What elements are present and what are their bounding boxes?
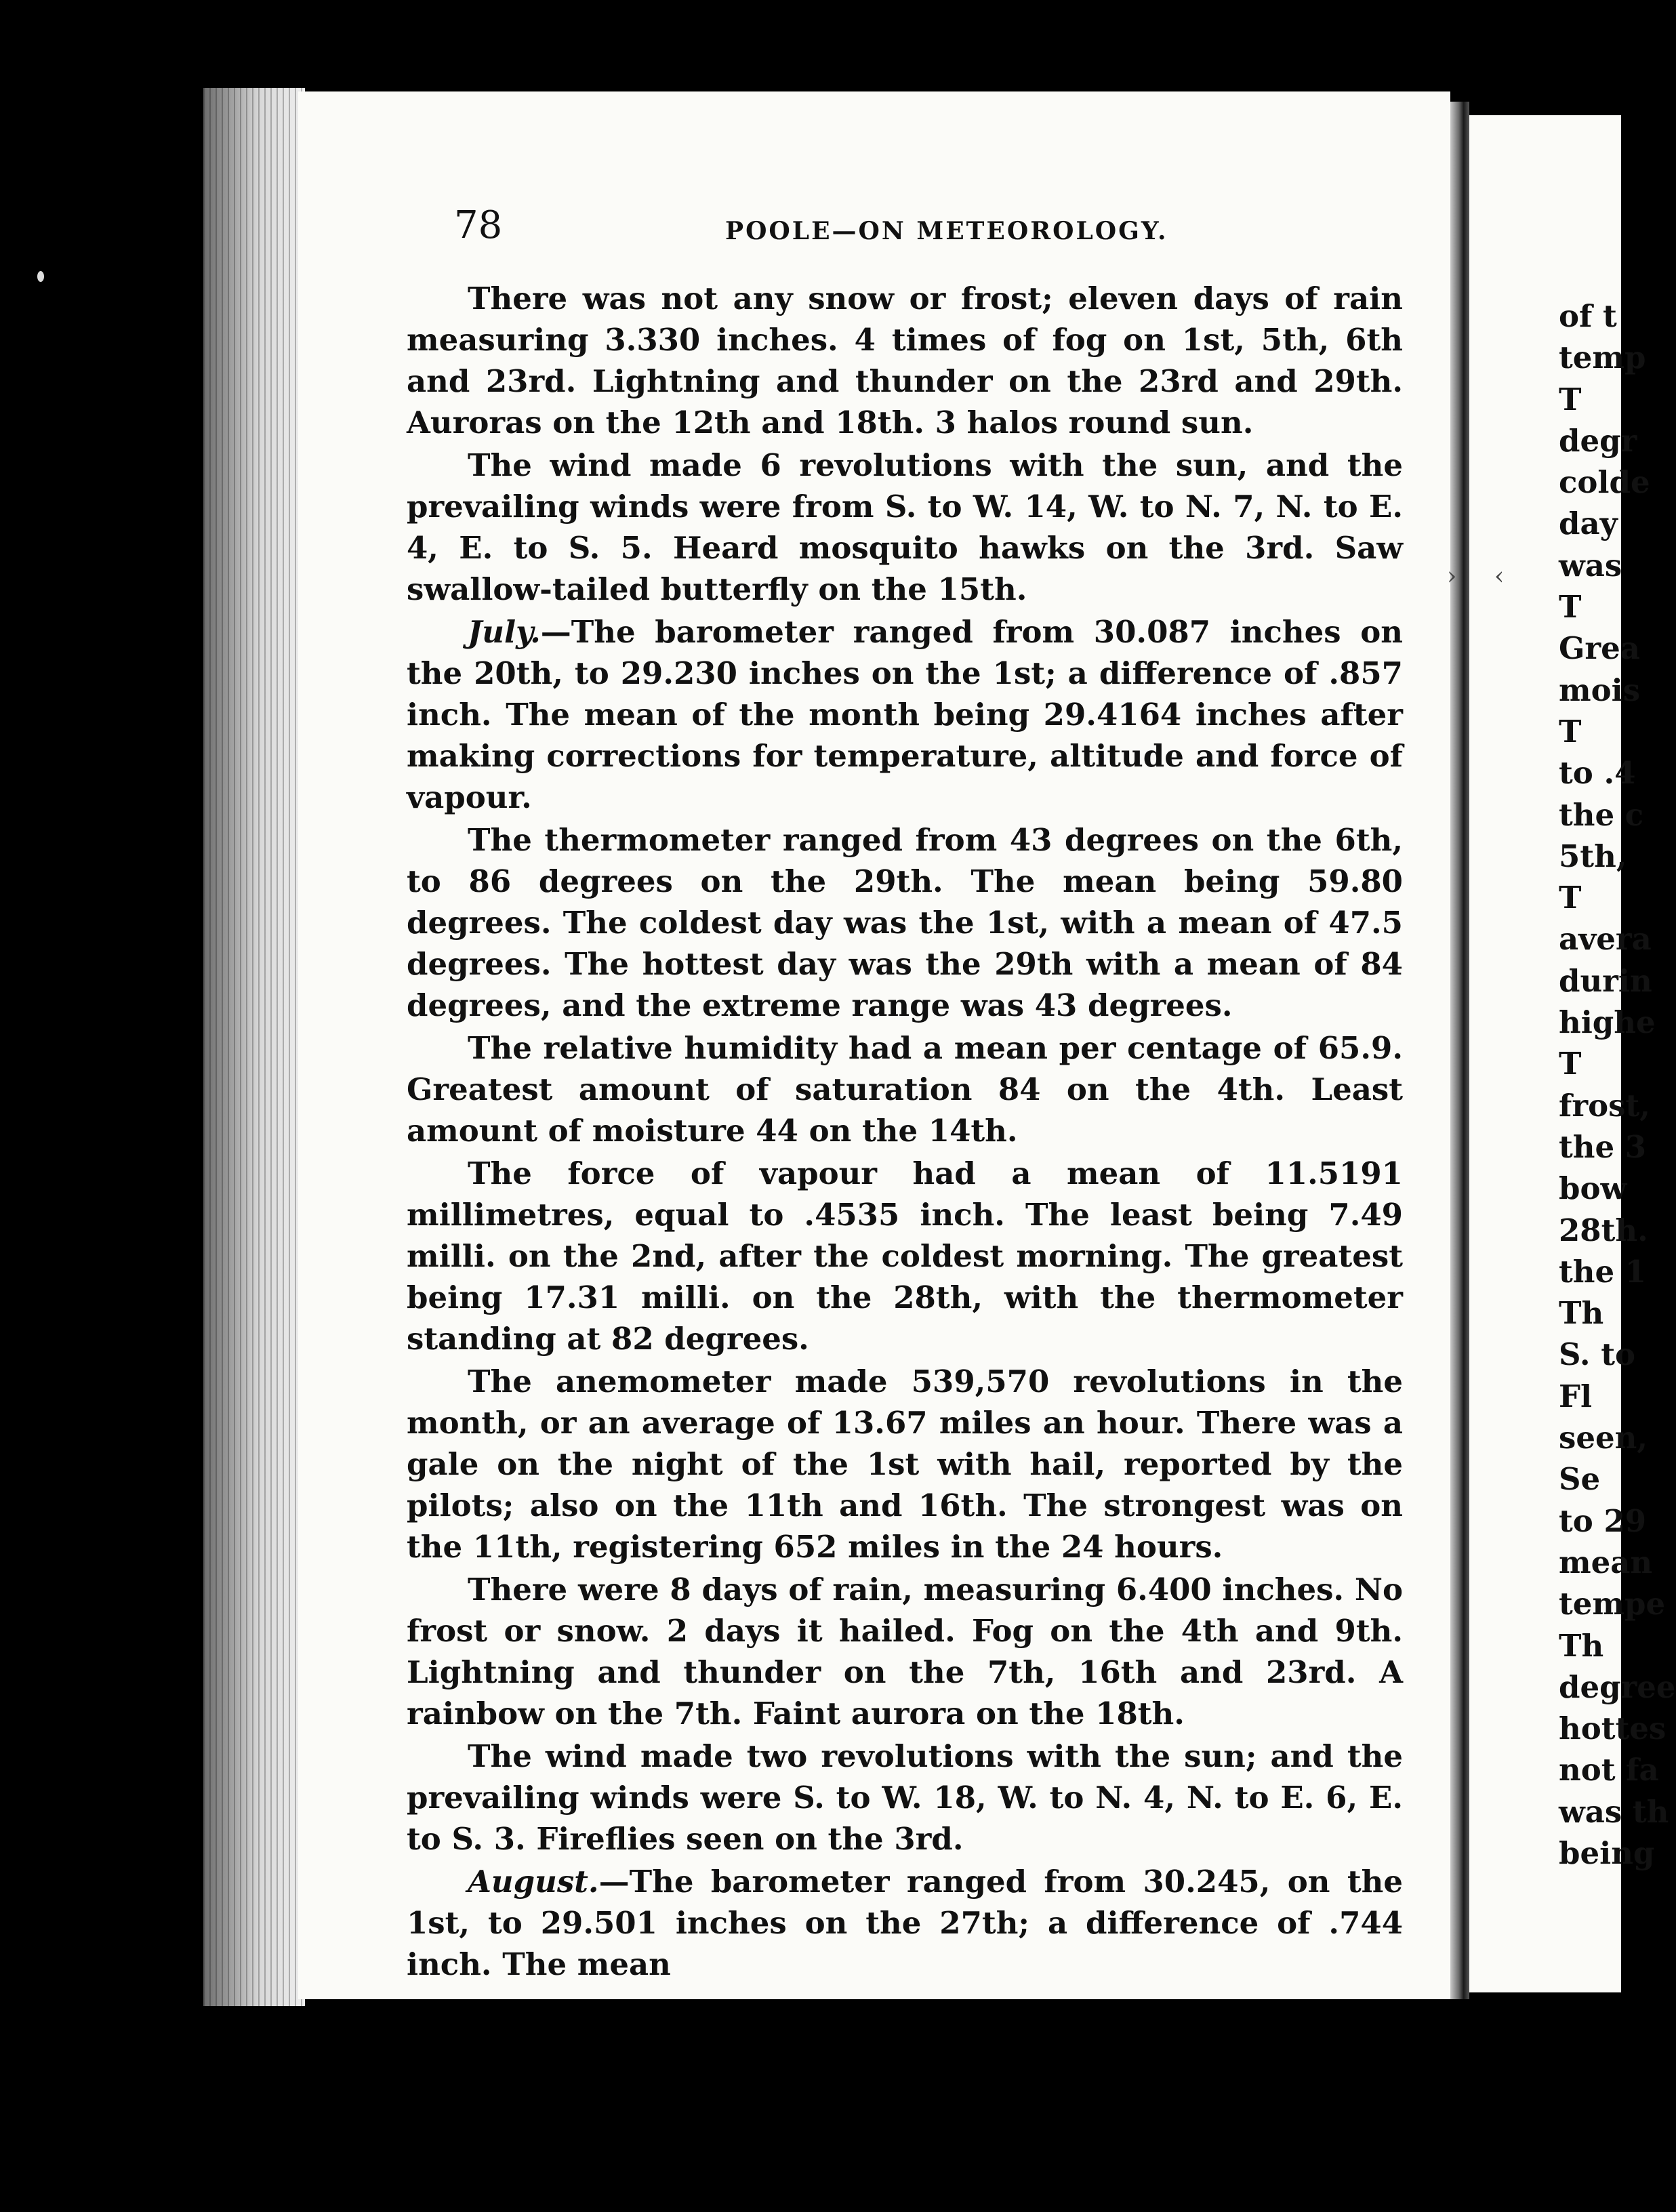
paragraph-anemometer: The anemometer made 539,570 revolutions in the month, or an average of 13.67 miles an hour. There was a gale on the night of the 1st with hail, reported by the pilots; also on the 11th and 16th. The strongest was on the 11th, registering 652 miles in the 24 hours.	[407, 1364, 1403, 1565]
right-page-line: the 1	[1559, 1253, 1647, 1290]
paragraph-thermometer: The thermometer ranged from 43 degrees on the 6th, to 86 degrees on the 29th. The mean being 59.80 degrees. The coldest day was the 1st, with a mean of 47.5 degrees. The hottest day was the 29th with a mean of 84 degrees, and the extreme range was 43 degrees.	[407, 822, 1403, 1023]
right-page-line: T	[1559, 713, 1582, 750]
right-page-line: to .4	[1559, 755, 1636, 792]
right-page-line: avera	[1559, 921, 1652, 958]
right-page-line: was th	[1559, 1793, 1669, 1830]
right-page-line: of t	[1559, 298, 1617, 334]
right-page-line: bow	[1559, 1170, 1627, 1207]
right-page-line: mean	[1559, 1544, 1653, 1580]
right-page-line: 5th,	[1559, 838, 1627, 874]
right-page-line: T	[1559, 381, 1582, 417]
right-page-line: T	[1559, 1046, 1582, 1082]
right-page-line: was	[1559, 547, 1622, 583]
right-page-line: Grea	[1559, 630, 1640, 667]
right-page-line: durin	[1559, 962, 1652, 999]
right-page-line: being	[1559, 1835, 1655, 1871]
month-heading: July.	[468, 614, 541, 650]
right-page-line: T	[1559, 589, 1582, 626]
paragraph-snow-frost: There was not any snow or frost; eleven days of rain measuring 3.330 inches. 4 times of fog on 1st, 5th, 6th and 23rd. Lightning and thunder on the 23rd and 29th. Auroras on the 12th and 18th. 3 halos round sun.	[407, 281, 1403, 441]
right-page-line: tempe	[1559, 1586, 1666, 1622]
right-page-line: highe	[1559, 1004, 1656, 1041]
edge-tick-mark: ‹	[1494, 562, 1505, 590]
right-page-line: colde	[1559, 464, 1650, 501]
right-page-line: Th	[1559, 1295, 1604, 1332]
right-page-line: Fl	[1559, 1378, 1593, 1414]
right-page-line: Se	[1559, 1461, 1601, 1498]
right-page-line: to 29	[1559, 1502, 1647, 1539]
page-header	[454, 203, 1403, 258]
right-page-line: degr	[1559, 422, 1637, 459]
text-block	[407, 278, 1403, 1986]
edge-tick-mark: ›	[1447, 562, 1457, 590]
paragraph-wind-june: The wind made 6 revolutions with the sun, and the prevailing winds were from S. to W. 14, W. to N. 7, N. to E. 4, E. to S. 5. Heard mosquito hawks on the 3rd. Saw swallow-tailed butterfly on the 15th.	[407, 447, 1403, 607]
paragraph-august-barometer: August.—The barometer ranged from 30.245, on the 1st, to 29.501 inches on the 27th; a difference of .744 inch. The mean	[407, 1864, 1403, 1982]
paragraph-july-barometer: July.—The barometer ranged from 30.087 inches on the 20th, to 29.230 inches on the 1st; a difference of .857 inch. The mean of the month being 29.4164 inches after making corrections for temperature, altitude and force of vapour.	[407, 614, 1403, 815]
right-page-fragments	[1559, 298, 1676, 1877]
right-page-line: the 3	[1559, 1128, 1647, 1165]
paragraph-vapour: The force of vapour had a mean of 11.5191 millimetres, equal to .4535 inch. The least being 7.49 milli. on the 2nd, after the coldest morning. The greatest being 17.31 milli. on the 28th, with the thermometer standing at 82 degrees.	[407, 1155, 1403, 1357]
right-page-line: Th	[1559, 1627, 1604, 1664]
running-head: POOLE—ON METEOROLOGY.	[725, 217, 1168, 245]
right-page-line: degree	[1559, 1668, 1676, 1705]
right-page-line: seen,	[1559, 1420, 1648, 1456]
right-page-line: the c	[1559, 796, 1644, 833]
right-page-line: temp	[1559, 340, 1646, 376]
paragraph-wind-july: The wind made two revolutions with the sun; and the prevailing winds were S. to W. 18, W. to N. 4, N. to E. 6, E. to S. 3. Fireflies seen on the 3rd.	[407, 1738, 1403, 1857]
page-number: 78	[454, 203, 503, 247]
right-page-line: frost,	[1559, 1087, 1650, 1124]
paragraph-rain: There were 8 days of rain, measuring 6.400 inches. No frost or snow. 2 days it hailed. Fog on the 4th and 9th. Lightning and thunder on the 7th, 16th and 23rd. A rainbow on the 7th. Faint aurora on the 18th.	[407, 1572, 1403, 1732]
scan-speck	[37, 271, 44, 282]
book-gutter	[1450, 102, 1469, 1999]
right-page-line: T	[1559, 880, 1582, 916]
right-page-line: hottes	[1559, 1711, 1667, 1747]
right-page-line: S. to	[1559, 1336, 1636, 1373]
page-stack-edge	[203, 88, 305, 2006]
month-heading: August.	[468, 1864, 599, 1900]
paragraph-humidity: The relative humidity had a mean per centage of 65.9. Greatest amount of saturation 84 on the 4th. Least amount of moisture 44 on the 14th.	[407, 1030, 1403, 1149]
right-page-line: day	[1559, 506, 1618, 542]
right-page-line: mois	[1559, 672, 1641, 708]
right-page-line: 28th.	[1559, 1212, 1648, 1248]
right-page-line: not fa	[1559, 1752, 1659, 1788]
